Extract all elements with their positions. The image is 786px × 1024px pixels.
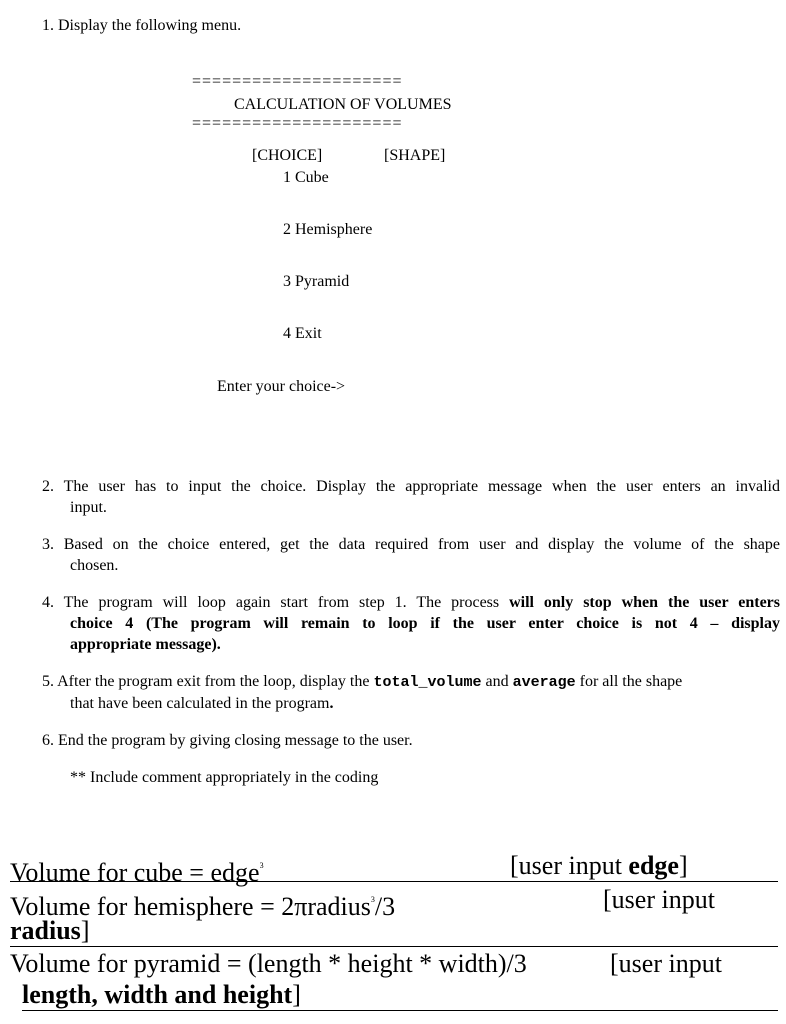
note: ** Include comment appropriately in the coding (70, 769, 379, 786)
menu-prompt: Enter your choice-> (217, 378, 346, 395)
formula-hemi-div: /3 (374, 892, 396, 921)
step-5-text-line2: that have been calculated in the program (70, 695, 330, 712)
menu-header-shape: [SHAPE] (384, 147, 446, 164)
code-total-volume: total_volume (373, 674, 482, 691)
step-4-bold: will only stop when the user enters (509, 594, 781, 611)
rule-cube (10, 881, 778, 882)
step-1: 1. Display the following menu. (42, 17, 242, 34)
rule-pyramid (22, 1010, 778, 1011)
step-6: 6. End the program by giving closing message to the user. (42, 732, 413, 749)
hemi-input-bold: radius (10, 916, 81, 945)
menu-border-bottom: ===================== (192, 115, 403, 132)
cube-input-close: ] (678, 851, 688, 880)
pyramid-input-bold: length, width and height (22, 980, 293, 1009)
step-3 (42, 534, 780, 576)
formula-pyramid-input-2 (22, 980, 301, 1010)
formula-pyramid-input: [user input (610, 949, 722, 978)
step-5-text-a: 5. After the program exit from the loop, display the (42, 673, 374, 690)
formula-cube (10, 851, 264, 888)
step-5-text-c: for all the shape (575, 673, 683, 690)
formula-hemi-exponent: 3 (370, 895, 375, 904)
rule-hemisphere (10, 946, 778, 947)
formula-hemi-text: Volume for hemisphere = 2πradius (10, 892, 371, 921)
formula-cube-text: Volume for cube = edge (10, 858, 260, 887)
menu-item-hemisphere: 2 Hemisphere (283, 221, 373, 238)
formula-cube-input (510, 851, 688, 881)
formula-hemisphere-input: [user input (603, 885, 715, 914)
menu-item-cube: 1 Cube (283, 169, 329, 186)
menu-border-top: ===================== (192, 73, 403, 90)
step-3-line-2: chosen. (70, 557, 119, 574)
menu-header-choice: [CHOICE] (252, 147, 323, 164)
step-4-line-2: choice 4 (The program will remain to loop if the user enter choice is not 4 – display (70, 615, 780, 632)
step-5-line-1 (42, 671, 780, 693)
step-4 (42, 592, 780, 655)
step-5-line-2 (42, 693, 780, 714)
step-3-line-1: 3. Based on the choice entered, get the data required from user and display the volume of the shape (42, 536, 780, 553)
menu-item-exit: 4 Exit (283, 325, 322, 342)
formula-hemisphere-input-2 (10, 916, 89, 946)
step-5-period: . (329, 695, 334, 712)
step-4-line-3: appropriate message). (70, 636, 221, 653)
code-average: average (512, 674, 576, 691)
cube-input-text: [user input (510, 851, 629, 880)
pyramid-input-close: ] (292, 980, 301, 1009)
menu-title: CALCULATION OF VOLUMES (234, 96, 452, 113)
formula-pyramid: Volume for pyramid = (length * height * width)/3 (10, 949, 527, 978)
step-2-line-2: input. (70, 499, 107, 516)
step-4-line-1 (42, 592, 780, 613)
step-4-text: 4. The program will loop again start from step 1. The process (42, 594, 510, 611)
step-5 (42, 671, 780, 714)
hemi-input-close: ] (80, 916, 90, 945)
formula-cube-exponent: 3 (259, 861, 264, 870)
step-5-text-b: and (481, 673, 513, 690)
step-2-line-1: 2. The user has to input the choice. Display the appropriate message when the user enters an invalid (42, 478, 780, 495)
step-2 (42, 476, 780, 518)
cube-input-bold: edge (628, 851, 679, 880)
menu-item-pyramid: 3 Pyramid (283, 273, 350, 290)
